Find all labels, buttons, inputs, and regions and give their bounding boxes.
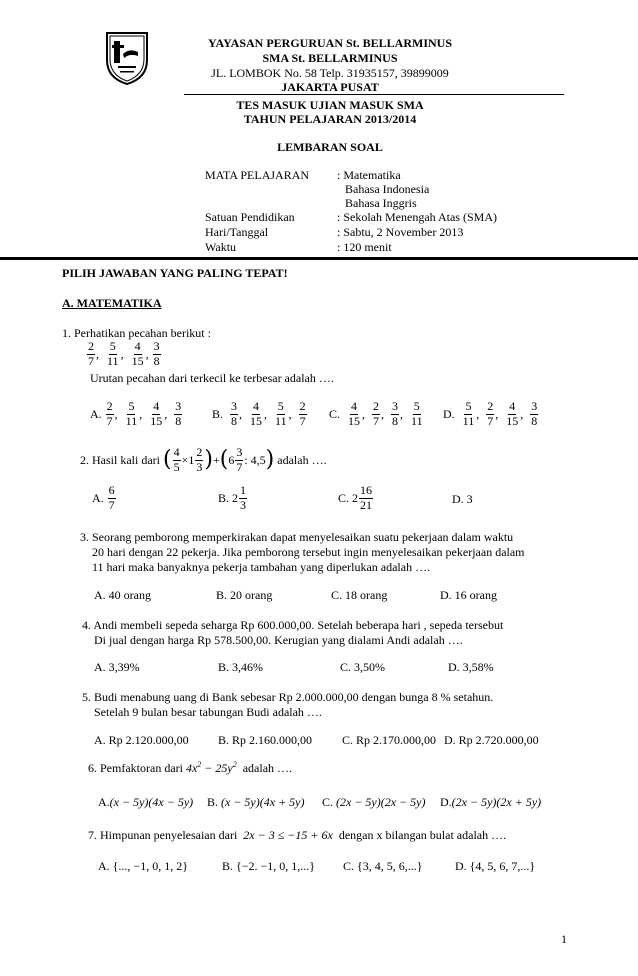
- q4-option-c: C. 3,50%: [340, 660, 385, 674]
- q5-option-b: B. Rp 2.160.000,00: [218, 733, 313, 747]
- q6-option-c: C. (2x − 5y)(2x − 5y): [322, 795, 426, 809]
- q1-option-b: B. $\frac{3}{8}$ , $\frac{4}{15}$ , $\frac{5}{11}$ , $\frac{2}{7}$: [212, 399, 306, 428]
- info-value-unit: : Sekolah Menengah Atas (SMA): [337, 210, 497, 224]
- q3-line-1: 3. Seorang pemborong memperkirakan dapat menyelesaikan suatu pekerjaan dalam waktu: [80, 530, 514, 544]
- info-value-time: : 120 menit: [337, 240, 392, 254]
- info-label-date: Hari/Tanggal: [205, 225, 269, 239]
- sheet-title: LEMBARAN SOAL: [277, 140, 383, 154]
- q2-option-d: D. 3: [452, 492, 473, 506]
- q1-text: 1. Perhatikan pecahan berikut :: [62, 326, 211, 340]
- q1-option-d: D. $\frac{5}{11}$ , $\frac{2}{7}$ , $\frac{4}{15}$ , $\frac{3}{8}$: [443, 399, 538, 428]
- thick-divider: [0, 257, 638, 260]
- q6-option-d: D. (2x − 5y)(2x + 5y): [440, 795, 542, 809]
- q3-option-b: B. 20 orang: [216, 588, 273, 602]
- exam-title: TES MASUK UJIAN MASUK SMA: [236, 98, 424, 112]
- q6-option-b: B. (x − 5y)(4x + 5y): [207, 795, 305, 809]
- q1-fractions: $\frac{2}{7}$ , $\frac{5}{11}$ , $\frac{4}{15}$ , $\frac{3}{8}$: [88, 339, 160, 368]
- info-label-unit: Satuan Pendidikan: [205, 210, 295, 224]
- info-value-date: : Sabtu, 2 November 2013: [337, 225, 464, 239]
- q5-option-d: D. Rp 2.720.000,00: [444, 733, 539, 747]
- q6-option-a: A. (x − 5y)(4x − 5y): [98, 795, 194, 809]
- q7-option-c: C. {3, 4, 5, 6,...}: [343, 859, 423, 873]
- header-address: JL. LOMBOK No. 58 Telp. 31935157, 39899009: [211, 66, 449, 80]
- q5-option-c: C. Rp 2.170.000,00: [342, 733, 437, 747]
- section-title: A. MATEMATIKA: [62, 296, 162, 310]
- q4-option-b: B. 3,46%: [218, 660, 263, 674]
- q7-option-d: D. {4, 5, 6, 7,...}: [455, 859, 536, 873]
- q1-option-c: C. $\frac{4}{15}$ , $\frac{2}{7}$ , $\frac{3}{8}$ , $\frac{5}{11}$: [329, 399, 423, 428]
- page-number: 1: [561, 932, 567, 946]
- q7-question: 7. Himpunan penyelesaian dari 2x − 3 ≤ −15 + 6x dengan x bilangan bulat adalah ….: [88, 828, 507, 842]
- q2-option-b: B. 2 $\frac{1}{3}$: [218, 483, 247, 512]
- q4-line-1: 4. Andi membeli sepeda seharga Rp 600.000,00. Setelah beberapa hari , sepeda tersebut: [82, 618, 504, 632]
- header-city: JAKARTA PUSAT: [281, 80, 379, 94]
- info-label-time: Waktu: [205, 240, 237, 254]
- q6-question: 6. Pemfaktoran dari $4x^2 - 25y^2$ adalah ….: [88, 760, 293, 775]
- q3-option-a: A. 40 orang: [94, 588, 151, 602]
- q3-line-3: 11 hari maka banyaknya pekerja tambahan yang diperlukan adalah ….: [92, 560, 431, 574]
- q2-option-a: A. $\frac{6}{7}$: [92, 483, 115, 512]
- q5-line-2: Setelah 9 bulan besar tabungan Budi adalah ….: [94, 705, 322, 719]
- q4-option-a: A. 3,39%: [94, 660, 140, 674]
- q4-option-d: D. 3,58%: [448, 660, 494, 674]
- exam-year: TAHUN PELAJARAN 2013/2014: [243, 112, 417, 126]
- info-label-subject: MATA PELAJARAN: [205, 168, 310, 182]
- header-school: SMA St. BELLARMINUS: [262, 51, 398, 65]
- q3-line-2: 20 hari dengan 22 pekerja. Jika pemborong tersebut ingin menyelesaikan pekerjaan dalam: [92, 545, 525, 559]
- info-value-subject-2: Bahasa Indonesia: [345, 182, 430, 196]
- q1-option-a: A. $\frac{2}{7}$ , $\frac{5}{11}$ , $\frac{4}{15}$ , $\frac{3}{8}$: [90, 399, 182, 428]
- q1-prompt: Urutan pecahan dari terkecil ke terbesar adalah ….: [90, 371, 334, 385]
- header-foundation: YAYASAN PERGURUAN St. BELLARMINUS: [207, 36, 453, 50]
- header-divider: [184, 94, 564, 95]
- q5-line-1: 5. Budi menabung uang di Bank sebesar Rp 2.000.000,00 dengan bunga 8 % setahun.: [82, 690, 494, 704]
- q5-option-a: A. Rp 2.120.000,00: [94, 733, 189, 747]
- q4-line-2: Di jual dengan harga Rp 578.500,00. Kerugian yang dialami Andi adalah ….: [94, 633, 463, 647]
- instruction: PILIH JAWABAN YANG PALING TEPAT!: [62, 266, 288, 280]
- info-value-subject: : Matematika: [337, 168, 401, 182]
- q3-option-c: C. 18 orang: [331, 588, 388, 602]
- school-logo: [104, 30, 150, 86]
- info-value-subject-3: Bahasa Inggris: [345, 196, 417, 210]
- q2-question: 2. Hasil kali dari ( $\frac{4}{5}$ ×1 $\frac{2}{3}$ ) + ( 6 $\frac{3}{7}$ : 4,5 ) adalah ….: [80, 445, 327, 474]
- q3-option-d: D. 16 orang: [440, 588, 497, 602]
- q7-option-b: B. {−2. −1, 0, 1,...}: [222, 859, 316, 873]
- q2-option-c: C. 2 $\frac{16}{21}$: [338, 483, 373, 512]
- q7-option-a: A. {..., −1, 0, 1, 2}: [98, 859, 188, 873]
